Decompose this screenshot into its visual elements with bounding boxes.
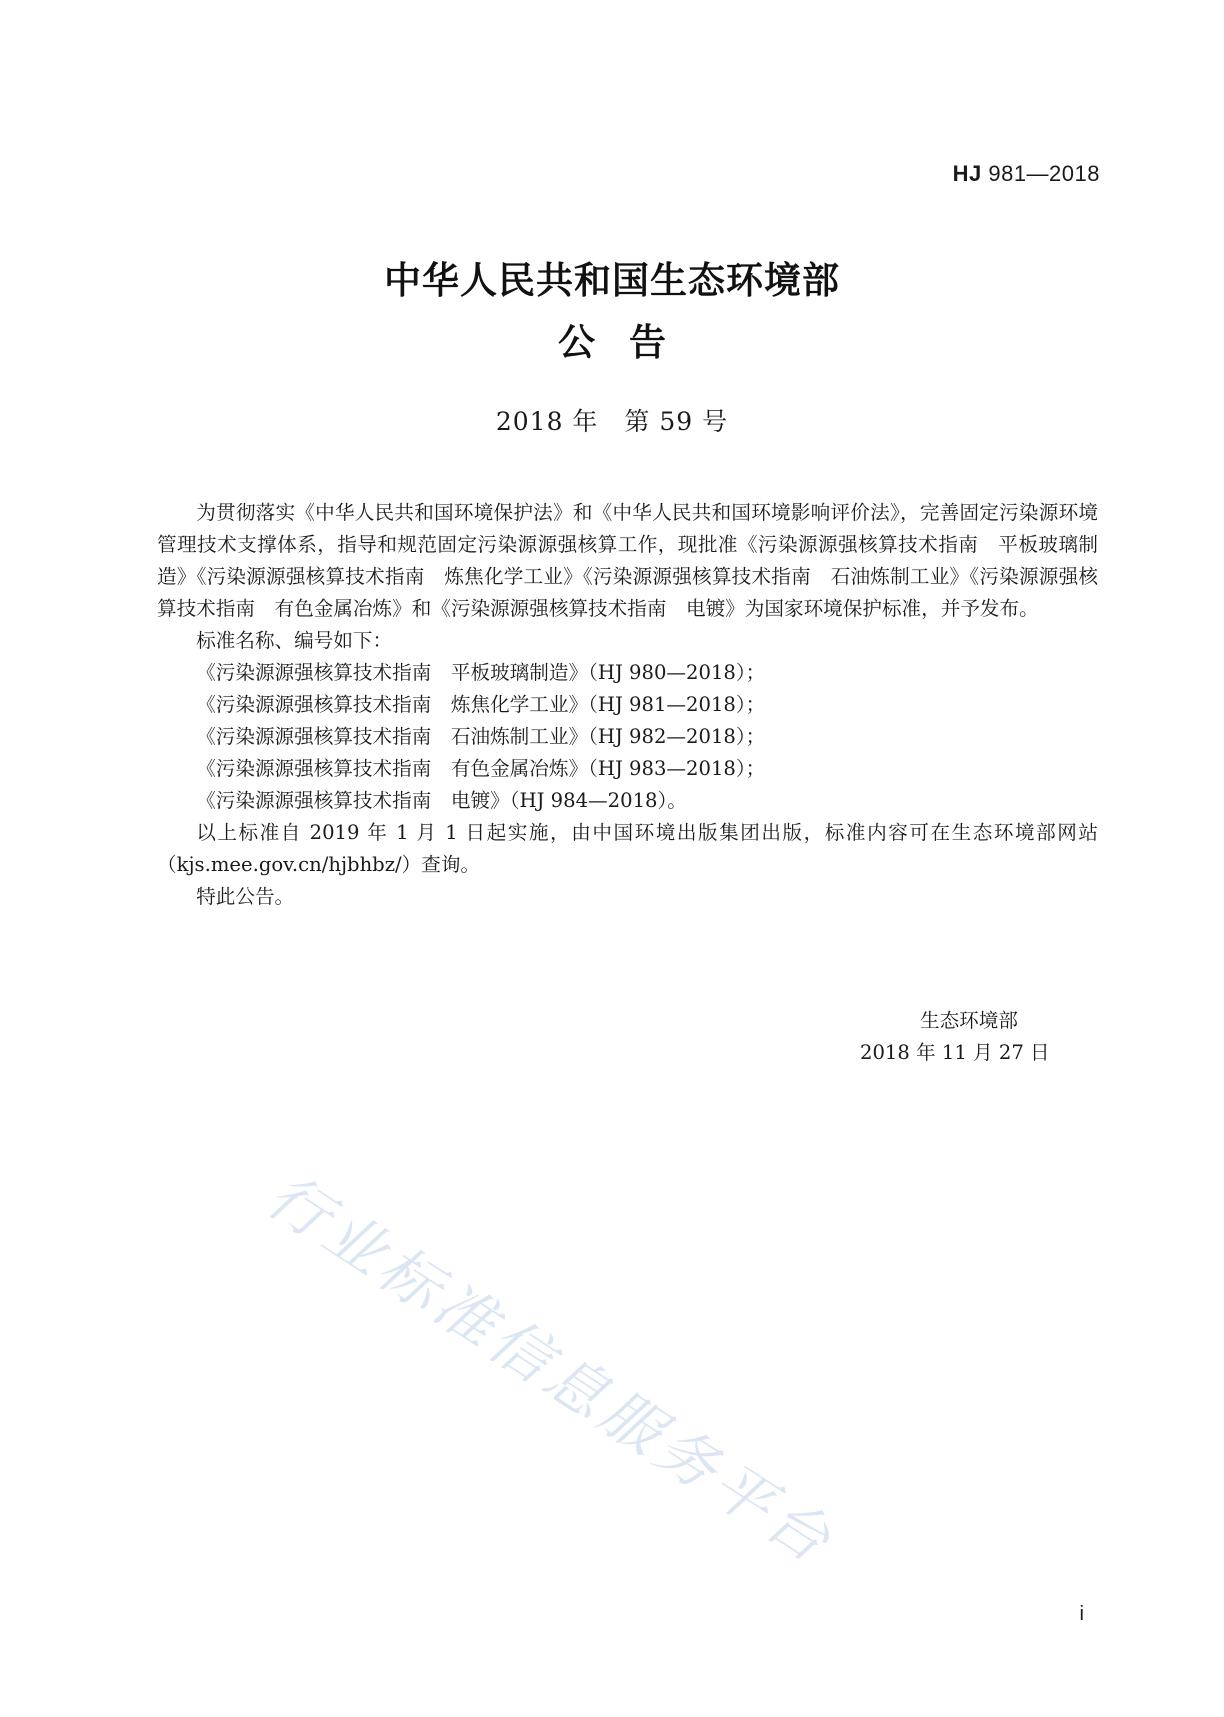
body-paragraph-list-intro: 标准名称、编号如下：: [196, 629, 393, 652]
page-number: i: [1079, 1603, 1084, 1625]
standard-code: [953, 161, 1100, 187]
standard-number: 981—2018: [988, 161, 1100, 186]
body-paragraph-closing: 特此公告。: [196, 885, 295, 908]
signature-block: [860, 1005, 1110, 1069]
standard-prefix: HJ: [952, 161, 982, 186]
announcement-body: [157, 497, 1098, 913]
issuer-title: 中华人民共和国生态环境部: [384, 259, 840, 302]
standard-list-item: 《污染源源强核算技术指南 平板玻璃制造》（HJ 980—2018）；: [196, 661, 766, 684]
body-paragraph-intro: 为贯彻落实《中华人民共和国环境保护法》和《中华人民共和国环境影响评价法》，完善固定污染源环境管理技术支撑体系，指导和规范固定污染源源强核算工作，现批准《污染源源强核算技术指南 平板玻璃制造》《污染源源强核算技术指南 炼焦化学工业》《污染源源强核算技术指南 石油炼制工业》《污染源源强核算技术指南 有色金属冶炼》和《污染源源强核算技术指南 电镀》为国家环境保护标准，并予发布。: [157, 501, 1098, 620]
standard-list-item: 《污染源源强核算技术指南 石油炼制工业》（HJ 982—2018）；: [196, 725, 766, 748]
signature-organization: 生态环境部: [920, 1009, 1018, 1032]
standard-list-item: 《污染源源强核算技术指南 炼焦化学工业》（HJ 981—2018）；: [196, 693, 766, 716]
standard-list-item: 《污染源源强核算技术指南 电镀》（HJ 984—2018）。: [196, 789, 687, 812]
announcement-title: 公告: [558, 321, 700, 364]
signature-date: 2018 年 11 月 27 日: [860, 1041, 1050, 1064]
issue-number: 2018 年 第 59 号: [495, 407, 729, 436]
watermark: 行业标准信息服务平台: [254, 1160, 847, 1580]
body-paragraph-implementation: 以上标准自 2019 年 1 月 1 日起实施，由中国环境出版集团出版，标准内容可在生态环境部网站（kjs.mee.gov.cn/hjbhbz/）查询。: [157, 821, 1098, 876]
standard-list-item: 《污染源源强核算技术指南 有色金属冶炼》（HJ 983—2018）；: [196, 757, 766, 780]
